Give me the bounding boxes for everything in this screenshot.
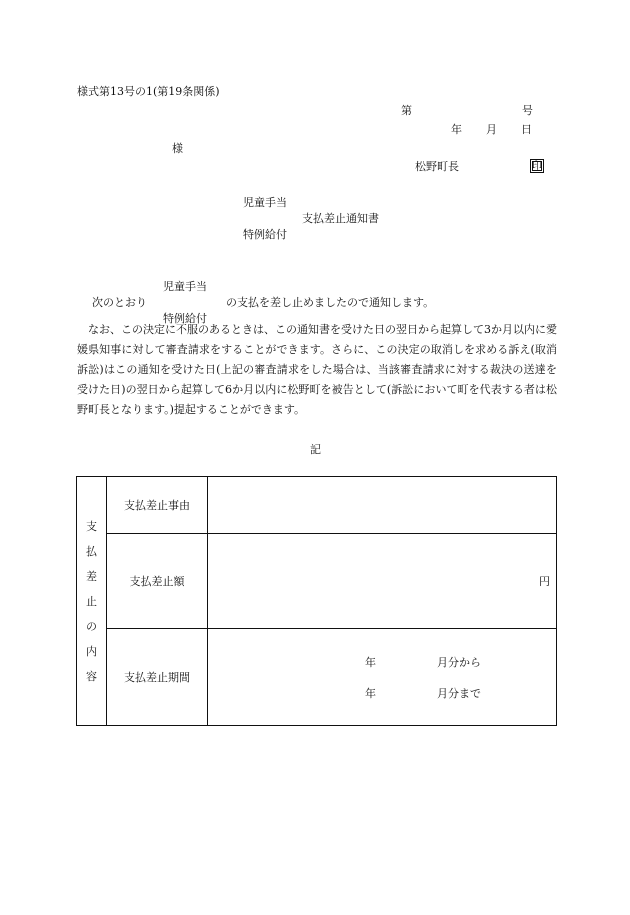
period-to-year: 年 xyxy=(365,687,376,700)
addressee-suffix: 様 xyxy=(172,142,183,155)
seal-text: 印 xyxy=(532,161,542,172)
detail-table xyxy=(76,476,557,726)
table-row-amount xyxy=(77,534,557,629)
date-month: 月 xyxy=(486,123,497,136)
form-number: 様式第13号の1(第19条関係) xyxy=(77,85,220,98)
period-label: 支払差止期間 xyxy=(107,629,208,726)
side-char-7: 容 xyxy=(86,669,97,683)
intro-option-top: 児童手当 xyxy=(163,280,207,293)
reason-label: 支払差止事由 xyxy=(107,477,208,534)
amount-label: 支払差止額 xyxy=(107,534,208,629)
table-row-period xyxy=(77,629,557,726)
period-from-year: 年 xyxy=(365,656,376,669)
side-char-4: 止 xyxy=(86,594,97,608)
document-number-suffix: 号 xyxy=(522,104,533,117)
ki-mark: 記 xyxy=(310,443,321,456)
side-char-6: 内 xyxy=(86,644,97,658)
title-option-top: 児童手当 xyxy=(243,196,287,209)
amount-value xyxy=(208,534,557,629)
side-char-5: の xyxy=(86,619,97,633)
reason-value xyxy=(208,477,557,534)
title-option-bottom: 特例給付 xyxy=(243,228,287,241)
side-char-2: 払 xyxy=(86,544,97,558)
date-day: 日 xyxy=(521,123,532,136)
period-from-suffix: 月分から xyxy=(437,656,481,669)
intro-option-bottom: 特例給付 xyxy=(163,312,207,325)
side-char-1: 支 xyxy=(86,519,97,533)
period-to-suffix: 月分まで xyxy=(437,687,481,700)
intro-lead: 次のとおり xyxy=(92,296,147,309)
intro-tail: の支払を差し止めましたので通知します。 xyxy=(226,296,435,309)
side-char-3: 差 xyxy=(86,569,97,583)
seal-mark xyxy=(530,159,544,173)
side-label xyxy=(77,477,107,726)
document-number-prefix: 第 xyxy=(401,104,412,117)
date-year: 年 xyxy=(451,123,462,136)
period-value xyxy=(208,629,557,726)
issuer-name: 松野町長 xyxy=(415,160,459,173)
appeal-notice: なお、この決定に不服のあるときは、この通知書を受けた日の翌日から起算して3か月以内に愛媛県知事に対して審査請求をすることができます。さらに、この決定の取消しを求める訴え(取消訴訟)はこの通知を受けた日(上記の審査請求をした場合は、当該審査請求に対する裁決の送達を受けた日)の翌日から起算して6か月以内に松野町を被告として(訴訟において町を代表する者は松野町長となります。)提起することができます。 xyxy=(77,323,557,416)
title-main: 支払差止通知書 xyxy=(302,212,379,225)
table-row-reason xyxy=(77,477,557,534)
amount-unit: 円 xyxy=(539,575,550,588)
